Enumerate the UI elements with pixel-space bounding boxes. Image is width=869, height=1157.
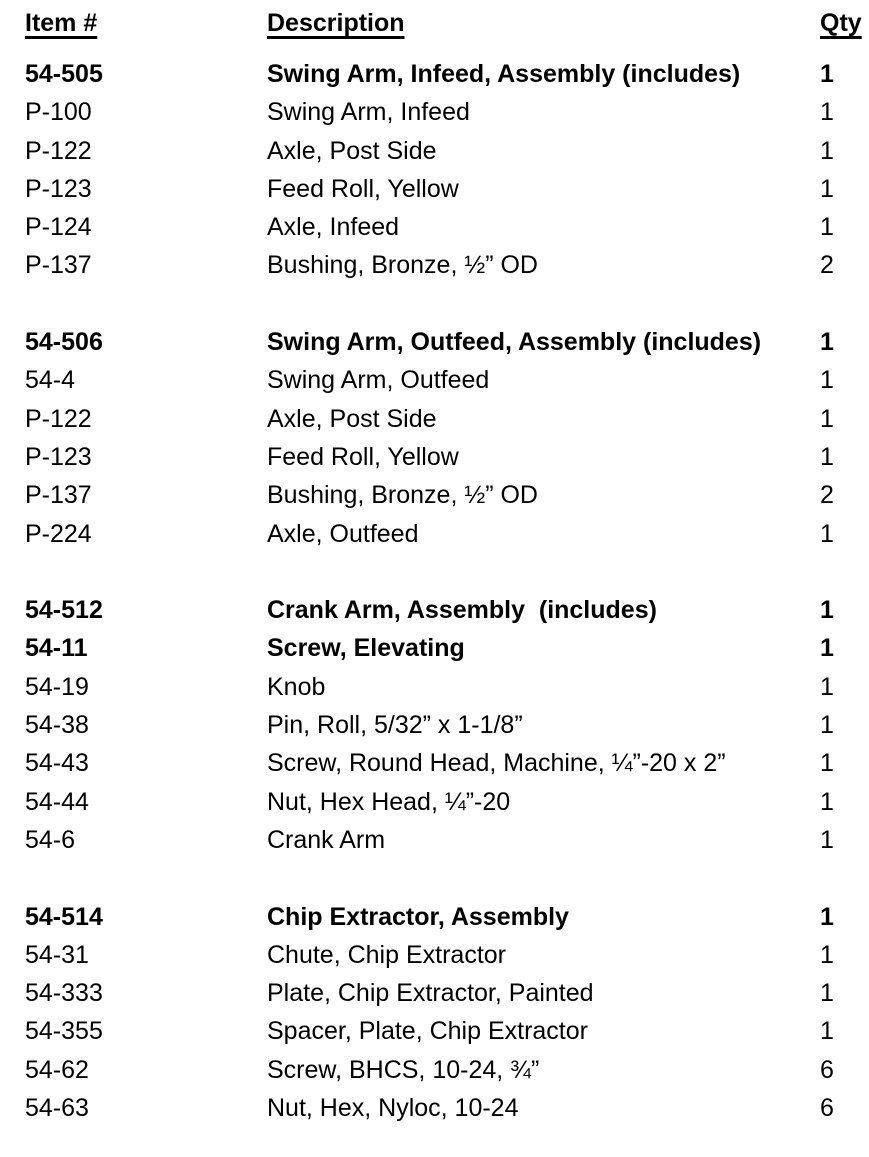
description-cell: Screw, Round Head, Machine, ¼”-20 x 2”	[267, 749, 726, 778]
qty-cell: 1	[820, 711, 834, 740]
item-number-cell: 54-63	[25, 1094, 89, 1123]
table-row	[25, 93, 869, 131]
item-number-cell: 54-43	[25, 749, 89, 778]
qty-cell: 1	[820, 519, 834, 548]
item-number-cell: P-123	[25, 442, 92, 471]
item-number-cell: 54-31	[25, 940, 89, 969]
table-row	[25, 170, 869, 208]
qty-cell: 1	[820, 979, 834, 1008]
description-cell: Chute, Chip Extractor	[267, 940, 506, 969]
qty-cell: 6	[820, 1055, 834, 1084]
item-number-cell: 54-19	[25, 672, 89, 701]
description-cell: Swing Arm, Infeed	[267, 98, 470, 127]
description-cell: Axle, Outfeed	[267, 519, 419, 548]
description-cell: Nut, Hex, Nyloc, 10-24	[267, 1094, 519, 1123]
table-row	[25, 361, 869, 399]
item-number-cell: 54-514	[25, 902, 103, 931]
description-cell: Screw, BHCS, 10-24, ¾”	[267, 1055, 540, 1084]
item-number-cell: 54-355	[25, 1017, 103, 1046]
table-row	[25, 438, 869, 476]
item-number-cell: P-137	[25, 481, 92, 510]
qty-cell: 1	[820, 404, 834, 433]
header-qty	[820, 4, 869, 42]
table-row	[25, 591, 869, 629]
item-number-cell: 54-506	[25, 328, 103, 357]
description-cell: Axle, Post Side	[267, 404, 437, 433]
item-number-cell: 54-38	[25, 711, 89, 740]
qty-cell: 6	[820, 1094, 834, 1123]
item-number-cell: 54-333	[25, 979, 103, 1008]
table-header-row	[25, 4, 869, 42]
table-row	[25, 476, 869, 514]
description-cell: Plate, Chip Extractor, Painted	[267, 979, 594, 1008]
qty-cell: 1	[820, 749, 834, 778]
qty-cell: 1	[820, 940, 834, 969]
item-number-cell: P-137	[25, 251, 92, 280]
parts-list	[25, 55, 869, 1127]
qty-cell: 2	[820, 251, 834, 280]
table-row	[25, 400, 869, 438]
qty-cell: 1	[820, 328, 834, 357]
item-number-cell: 54-505	[25, 60, 103, 88]
qty-cell: 1	[820, 787, 834, 816]
item-number-cell: 54-6	[25, 825, 76, 854]
description-cell: Chip Extractor, Assembly	[267, 902, 569, 931]
qty-cell: 1	[820, 634, 834, 663]
item-number-cell: P-122	[25, 136, 92, 165]
table-row	[25, 744, 869, 782]
qty-cell: 1	[820, 98, 834, 127]
qty-cell: 1	[820, 825, 834, 854]
header-description-label: Description	[267, 9, 405, 37]
item-number-cell: P-123	[25, 174, 92, 203]
table-row	[25, 208, 869, 246]
description-cell: Crank Arm	[267, 825, 386, 854]
description-cell: Knob	[267, 672, 326, 701]
header-item-number-label: Item #	[25, 9, 98, 37]
item-number-cell: 54-512	[25, 596, 103, 625]
qty-cell: 1	[820, 672, 834, 701]
qty-cell: 1	[820, 60, 834, 88]
header-item-number	[25, 4, 267, 42]
section-gap	[25, 285, 869, 323]
table-row	[25, 629, 869, 667]
description-cell: Screw, Elevating	[267, 634, 465, 663]
table-row	[25, 132, 869, 170]
item-number-cell: 54-62	[25, 1055, 89, 1084]
description-cell: Feed Roll, Yellow	[267, 174, 459, 203]
description-cell: Spacer, Plate, Chip Extractor	[267, 1017, 588, 1046]
table-row	[25, 936, 869, 974]
header-qty-label: Qty	[820, 9, 862, 37]
table-row	[25, 898, 869, 936]
table-row	[25, 821, 869, 859]
header-gap	[25, 42, 869, 55]
description-cell: Swing Arm, Outfeed, Assembly (includes)	[267, 328, 762, 357]
qty-cell: 1	[820, 174, 834, 203]
section-gap	[25, 859, 869, 897]
item-number-cell: P-100	[25, 98, 92, 127]
item-number-cell: 54-11	[25, 634, 88, 663]
description-cell: Feed Roll, Yellow	[267, 442, 459, 471]
description-cell: Axle, Post Side	[267, 136, 437, 165]
item-number-cell: P-124	[25, 213, 92, 242]
table-row	[25, 1012, 869, 1050]
section-gap	[25, 553, 869, 591]
table-row	[25, 974, 869, 1012]
item-number-cell: 54-4	[25, 366, 76, 395]
table-row	[25, 515, 869, 553]
description-cell: Pin, Roll, 5/32” x 1-1/8”	[267, 711, 523, 740]
item-number-cell: P-224	[25, 519, 92, 548]
description-cell: Bushing, Bronze, ½” OD	[267, 251, 538, 280]
description-cell: Swing Arm, Outfeed	[267, 366, 490, 395]
table-row	[25, 1089, 869, 1127]
table-row	[25, 783, 869, 821]
description-cell: Swing Arm, Infeed, Assembly (includes)	[267, 60, 741, 88]
qty-cell: 1	[820, 596, 834, 625]
table-row	[25, 246, 869, 284]
header-description	[267, 4, 820, 42]
qty-cell: 1	[820, 1017, 834, 1046]
table-row	[25, 1051, 869, 1089]
description-cell: Crank Arm, Assembly (includes)	[267, 596, 657, 625]
qty-cell: 1	[820, 213, 834, 242]
table-row	[25, 668, 869, 706]
description-cell: Nut, Hex Head, ¼”-20	[267, 787, 511, 816]
table-row	[25, 323, 869, 361]
qty-cell: 2	[820, 481, 834, 510]
table-row	[25, 706, 869, 744]
qty-cell: 1	[820, 136, 834, 165]
qty-cell: 1	[820, 366, 834, 395]
table-row	[25, 55, 869, 93]
description-cell: Bushing, Bronze, ½” OD	[267, 481, 538, 510]
item-number-cell: P-122	[25, 404, 92, 433]
description-cell: Axle, Infeed	[267, 213, 400, 242]
qty-cell: 1	[820, 902, 834, 931]
qty-cell: 1	[820, 442, 834, 471]
item-number-cell: 54-44	[25, 787, 89, 816]
